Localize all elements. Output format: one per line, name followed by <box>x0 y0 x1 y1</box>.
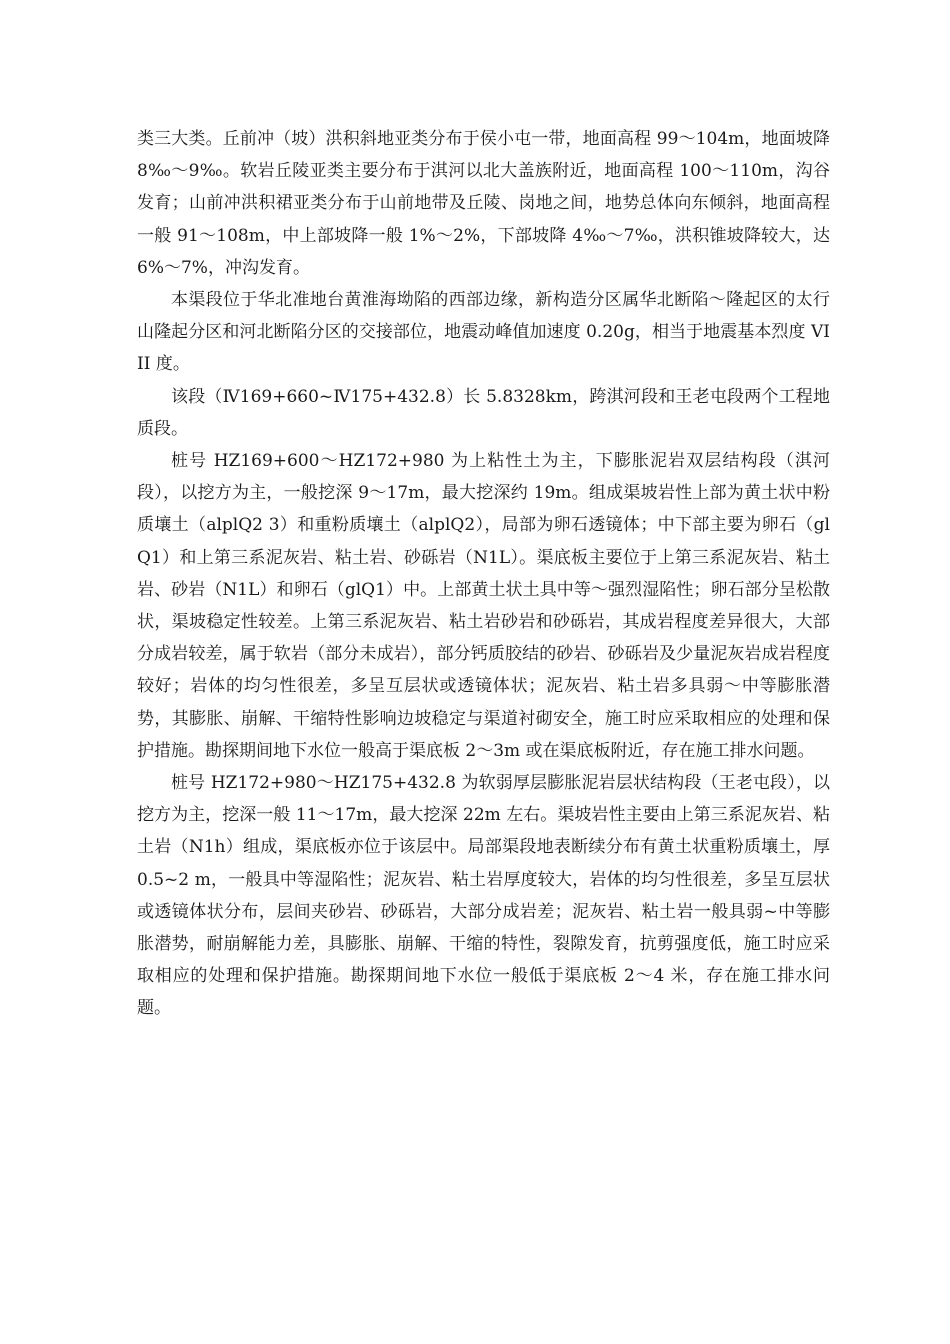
document-body <box>137 123 830 1025</box>
paragraph-tectonic-setting: 本渠段位于华北准地台黄淮海坳陷的西部边缘，新构造分区属华北断陷～隆起区的太行山隆起分区和河北断陷分区的交接部位，地震动峰值加速度 0.20g，相当于地震基本烈度 VIII 度。 <box>137 290 830 375</box>
paragraph-section-overview: 该段（Ⅳ169+660~Ⅳ175+432.8）长 5.8328km，跨淇河段和王老屯段两个工程地质段。 <box>137 386 830 439</box>
paragraph-continuation: 类三大类。丘前冲（坡）洪积斜地亚类分布于侯小屯一带，地面高程 99～104m，地面坡降 8‰～9‰。软岩丘陵亚类主要分布于淇河以北大盖族附近，地面高程 100～110m，沟谷发育；山前冲洪积裙亚类分布于山前地带及丘陵、岗地之间，地势总体向东倾斜，地面高程一般 91～108m，中上部坡降一般 1%～2%，下部坡降 4‰～7‰，洪积锥坡降较大，达 6%～7%，冲沟发育。 <box>137 129 830 278</box>
paragraph-qihe-section: 桩号 HZ169+600～HZ172+980 为上粘性土为主，下膨胀泥岩双层结构段（淇河段），以挖方为主，一般挖深 9～17m，最大挖深约 19m。组成渠坡岩性上部为黄土状中粉质壤土（alplQ2 3）和重粉质壤土（alplQ2），局部为卵石透镜体；中下部主要为卵石（glQ1）和上第三系泥灰岩、粘土岩、砂砾岩（N1L）。渠底板主要位于上第三系泥灰岩、粘土岩、砂岩（N1L）和卵石（glQ1）中。上部黄土状土具中等～强烈湿陷性；卵石部分呈松散状，渠坡稳定性较差。上第三系泥灰岩、粘土岩砂岩和砂砾岩，其成岩程度差异很大，大部分成岩较差，属于软岩（部分未成岩），部分钙质胶结的砂岩、砂砾岩及少量泥灰岩成岩程度较好；岩体的均匀性很差，多呈互层状或透镜体状；泥灰岩、粘土岩多具弱～中等膨胀潜势，其膨胀、崩解、干缩特性影响边坡稳定与渠道衬砌安全，施工时应采取相应的处理和保护措施。勘探期间地下水位一般高于渠底板 2～3m 或在渠底板附近，存在施工排水问题。 <box>137 451 830 761</box>
paragraph-wanglaotun-section: 桩号 HZ172+980～HZ175+432.8 为软弱厚层膨胀泥岩层状结构段（王老屯段），以挖方为主，挖深一般 11～17m，最大挖深 22m 左右。渠坡岩性主要由上第三系泥灰岩、粘土岩（N1h）组成，渠底板亦位于该层中。局部渠段地表断续分布有黄土状重粉质壤土，厚 0.5~2 m，一般具中等湿陷性；泥灰岩、粘土岩厚度较大，岩体的均匀性很差，多呈互层状或透镜体状分布，层间夹砂岩、砂砾岩，大部分成岩差；泥灰岩、粘土岩一般具弱~中等膨胀潜势，耐崩解能力差，具膨胀、崩解、干缩的特性，裂隙发育，抗剪强度低，施工时应采取相应的处理和保护措施。勘探期间地下水位一般低于渠底板 2～4 米，存在施工排水问题。 <box>137 773 830 1019</box>
